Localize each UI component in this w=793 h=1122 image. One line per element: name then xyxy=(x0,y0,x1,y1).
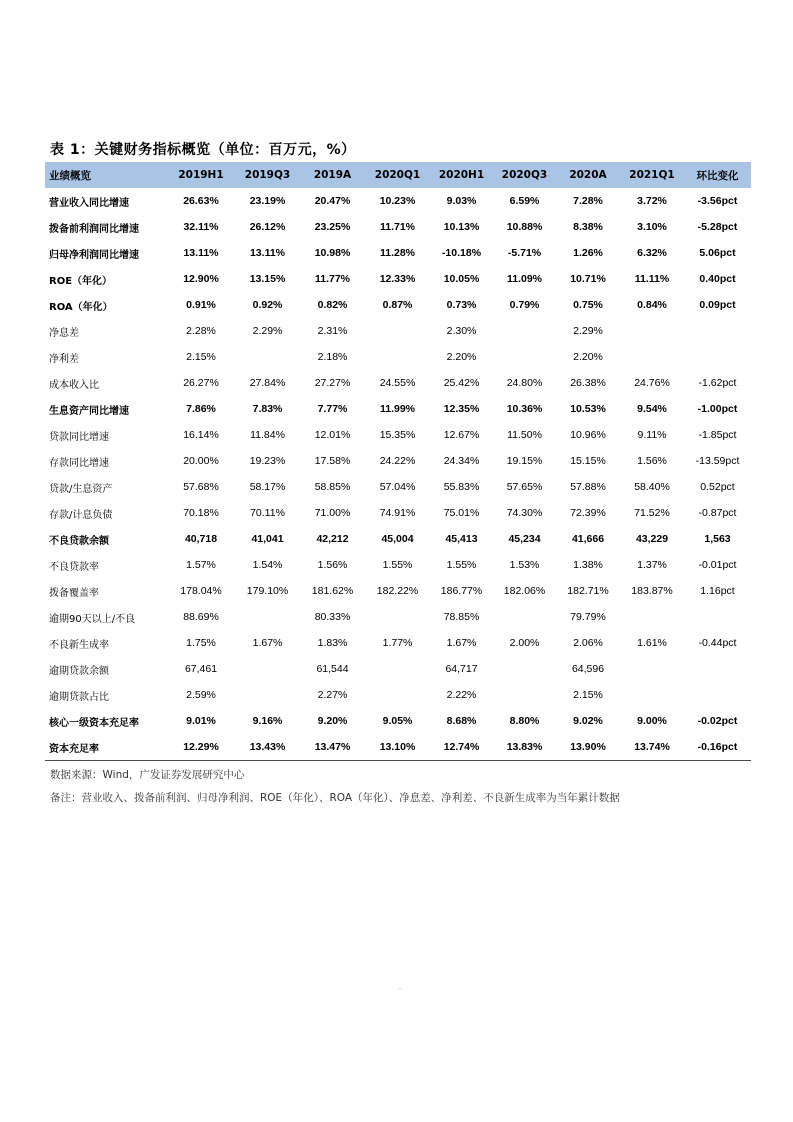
table-cell: -10.18% xyxy=(441,247,482,259)
table-cell: 26.12% xyxy=(249,221,286,233)
table-cell: 1,563 xyxy=(704,533,731,545)
table-cell: 12.90% xyxy=(183,273,219,285)
row-label: 贷款同比增速 xyxy=(49,431,109,443)
table-row xyxy=(45,422,751,448)
row-label: 拨备前利润同比增速 xyxy=(49,223,139,235)
table-cell: 1.61% xyxy=(637,637,667,649)
table-cell: 41,041 xyxy=(251,533,284,545)
table-cell: 11.71% xyxy=(379,221,416,233)
table-cell: 25.42% xyxy=(443,377,480,389)
table-cell: 72.39% xyxy=(570,507,606,519)
table-cell: 2.06% xyxy=(573,637,603,649)
row-label: 不良新生成率 xyxy=(49,639,109,651)
table-cell xyxy=(493,344,556,370)
table-cell: 6.59% xyxy=(509,195,540,207)
table-cell: 9.16% xyxy=(252,715,283,727)
table-cell: 19.15% xyxy=(506,455,543,467)
table-cell: 2.27% xyxy=(317,689,348,701)
table-cell: 6.32% xyxy=(637,247,667,259)
table-cell: 11.50% xyxy=(507,429,542,441)
row-label: 拨备覆盖率 xyxy=(49,587,99,599)
table-cell: -5.71% xyxy=(507,247,542,259)
row-label: 存款同比增速 xyxy=(49,457,109,469)
table-cell xyxy=(493,604,556,630)
table-cell: 9.11% xyxy=(637,429,667,441)
table-cell: 1.38% xyxy=(573,559,603,571)
header-cell: 2020Q1 xyxy=(365,162,430,188)
table-row xyxy=(45,318,751,344)
table-cell: 1.55% xyxy=(382,559,413,571)
row-label: 营业收入同比增速 xyxy=(49,197,129,209)
table-cell: 2.15% xyxy=(573,689,603,701)
table-row xyxy=(45,500,751,526)
table-cell: 57.65% xyxy=(506,481,543,493)
table-cell: -0.44pct xyxy=(698,637,737,649)
row-label: ROA（年化） xyxy=(49,301,113,313)
table-cell: 0.73% xyxy=(446,299,477,311)
table-cell: -0.01pct xyxy=(698,559,737,571)
table-cell: 2.28% xyxy=(186,325,216,337)
table-cell: 15.35% xyxy=(379,429,416,441)
table-cell: 12.33% xyxy=(379,273,416,285)
table-cell xyxy=(493,318,556,344)
table-cell xyxy=(493,682,556,708)
table-cell: 64,596 xyxy=(571,663,605,675)
table-cell: 9.03% xyxy=(446,195,477,207)
table-cell: 12.35% xyxy=(443,403,480,415)
table-cell: 10.13% xyxy=(443,221,480,233)
table-cell: 70.11% xyxy=(250,507,285,519)
table-row xyxy=(45,214,751,240)
table-cell xyxy=(684,344,751,370)
table-cell: 74.91% xyxy=(379,507,416,519)
table-cell: 1.55% xyxy=(446,559,477,571)
page-mark xyxy=(398,988,402,989)
table-cell: 75.01% xyxy=(443,507,480,519)
table-cell: 41,666 xyxy=(571,533,605,545)
table-cell: 80.33% xyxy=(314,611,351,623)
table-row xyxy=(45,266,751,292)
row-label: ROE（年化） xyxy=(49,275,113,287)
table-cell: 10.98% xyxy=(314,247,351,259)
table-cell: -1.62pct xyxy=(698,377,737,389)
table-cell: 186.77% xyxy=(440,585,483,597)
table-row xyxy=(45,734,751,761)
table-cell: 15.15% xyxy=(570,455,606,467)
table-cell: 8.80% xyxy=(509,715,540,727)
table-cell: 71.52% xyxy=(634,507,670,519)
row-label: 净利差 xyxy=(49,353,79,365)
table-cell: 11.11% xyxy=(634,273,670,285)
table-cell: 183.87% xyxy=(631,585,673,597)
header-cell: 环比变化 xyxy=(684,162,751,188)
row-label: 不良贷款余额 xyxy=(49,535,109,547)
table-cell: 9.00% xyxy=(637,715,667,727)
table-cell: 43,229 xyxy=(635,533,669,545)
table-cell: 26.63% xyxy=(183,195,219,207)
table-cell: 64,717 xyxy=(445,663,478,675)
table-cell: 181.62% xyxy=(311,585,354,597)
table-cell: 13.83% xyxy=(493,734,556,761)
table-cell: 1.16pct xyxy=(700,585,735,597)
table-cell: 8.38% xyxy=(573,221,603,233)
table-cell: 2.30% xyxy=(446,325,477,337)
table-cell: 45,004 xyxy=(381,533,414,545)
table-cell: -3.56pct xyxy=(697,195,738,207)
table-cell: 11.77% xyxy=(314,273,351,285)
row-label: 净息差 xyxy=(49,327,79,339)
header-cell: 2020A xyxy=(556,162,620,188)
table-cell: 23.19% xyxy=(249,195,286,207)
table-row xyxy=(45,188,751,214)
data-source-note: 数据来源：Wind，广发证券发展研究中心 xyxy=(50,769,245,781)
table-row xyxy=(45,396,751,422)
table-cell: 40,718 xyxy=(184,533,218,545)
financial-indicators-table xyxy=(45,162,751,761)
table-cell: 13.15% xyxy=(249,273,286,285)
table-row xyxy=(45,578,751,604)
table-cell xyxy=(365,604,430,630)
row-label: 成本收入比 xyxy=(49,379,99,391)
table-cell: 182.71% xyxy=(567,585,609,597)
table-cell: 1.53% xyxy=(509,559,540,571)
table-cell xyxy=(365,344,430,370)
table-row xyxy=(45,708,751,734)
row-label: 生息资产同比增速 xyxy=(49,405,129,417)
table-cell: 45,234 xyxy=(508,533,541,545)
table-cell xyxy=(235,656,300,682)
table-cell: 7.86% xyxy=(186,403,216,415)
table-cell: 1.77% xyxy=(382,637,413,649)
table-cell: 67,461 xyxy=(184,663,218,675)
table-cell: 20.00% xyxy=(183,455,219,467)
table-cell: 7.28% xyxy=(573,195,603,207)
table-cell: 2.20% xyxy=(573,351,603,363)
table-row xyxy=(45,526,751,552)
table-cell: 0.52pct xyxy=(700,481,735,493)
table-cell: 10.88% xyxy=(506,221,543,233)
table-cell: 1.56% xyxy=(317,559,348,571)
table-cell: 0.75% xyxy=(573,299,603,311)
table-row xyxy=(45,344,751,370)
table-cell: 0.79% xyxy=(509,299,540,311)
table-cell: 182.22% xyxy=(376,585,419,597)
table-row xyxy=(45,240,751,266)
table-cell: 9.20% xyxy=(317,715,348,727)
table-cell: 70.18% xyxy=(183,507,219,519)
table-cell: 12.29% xyxy=(167,734,235,761)
table-cell: 27.84% xyxy=(249,377,286,389)
table-cell: 10.53% xyxy=(570,403,606,415)
table-cell: -0.87pct xyxy=(698,507,737,519)
table-cell: 2.59% xyxy=(186,689,216,701)
table-cell: 24.76% xyxy=(634,377,670,389)
table-cell: 2.00% xyxy=(509,637,540,649)
table-cell: 179.10% xyxy=(246,585,289,597)
table-cell xyxy=(493,656,556,682)
table-cell: 10.05% xyxy=(443,273,480,285)
table-cell: 12.67% xyxy=(443,429,480,441)
table-cell: 12.01% xyxy=(314,429,351,441)
table-cell: 24.55% xyxy=(379,377,416,389)
table-cell: 13.47% xyxy=(300,734,365,761)
table-cell xyxy=(620,318,684,344)
table-cell: 57.68% xyxy=(183,481,219,493)
table-header-row xyxy=(45,162,751,188)
table-cell: 61,544 xyxy=(316,663,349,675)
table-cell xyxy=(620,656,684,682)
table-cell: 24.34% xyxy=(443,455,480,467)
table-cell: 57.04% xyxy=(379,481,416,493)
table-cell: 2.29% xyxy=(252,325,283,337)
table-cell: 7.83% xyxy=(252,403,283,415)
row-label: 逾期贷款占比 xyxy=(49,691,109,703)
table-cell xyxy=(235,604,300,630)
header-cell: 业绩概览 xyxy=(45,162,167,188)
table-cell: 13.11% xyxy=(183,247,219,259)
row-label: 归母净利润同比增速 xyxy=(49,249,139,261)
row-label: 资本充足率 xyxy=(45,734,167,761)
table-cell: 9.54% xyxy=(637,403,667,415)
table-cell: -0.02pct xyxy=(697,715,738,727)
table-cell: -0.16pct xyxy=(684,734,751,761)
table-cell: 0.82% xyxy=(317,299,348,311)
row-label: 核心一级资本充足率 xyxy=(49,717,139,729)
table-cell: 11.99% xyxy=(379,403,416,415)
table-row xyxy=(45,604,751,630)
table-cell: 0.92% xyxy=(252,299,283,311)
table-cell: 2.15% xyxy=(186,351,216,363)
table-cell: -13.59pct xyxy=(695,455,740,467)
row-label: 存款/计息负债 xyxy=(49,509,113,521)
table-cell: 1.57% xyxy=(186,559,216,571)
table-cell xyxy=(620,682,684,708)
table-cell: 9.01% xyxy=(186,715,216,727)
table-cell: 12.74% xyxy=(430,734,493,761)
table-row xyxy=(45,474,751,500)
table-cell: 19.23% xyxy=(249,455,286,467)
table-cell xyxy=(620,344,684,370)
row-label: 逾期贷款余额 xyxy=(49,665,109,677)
table-cell: 58.40% xyxy=(634,481,670,493)
table-cell: 2.18% xyxy=(317,351,348,363)
table-cell xyxy=(365,656,430,682)
table-cell: 10.36% xyxy=(506,403,543,415)
table-cell xyxy=(684,656,751,682)
table-cell: 182.06% xyxy=(503,585,546,597)
table-title: 表 1：关键财务指标概览（单位：百万元，%） xyxy=(50,142,356,158)
table-row xyxy=(45,630,751,656)
table-cell xyxy=(365,318,430,344)
table-cell: -5.28pct xyxy=(697,221,738,233)
table-cell: 1.56% xyxy=(637,455,667,467)
table-cell: 0.40pct xyxy=(699,273,736,285)
table-cell: 3.10% xyxy=(637,221,667,233)
table-cell: 26.27% xyxy=(183,377,219,389)
table-cell: 9.05% xyxy=(382,715,413,727)
header-cell: 2020Q3 xyxy=(493,162,556,188)
table-cell: 2.31% xyxy=(317,325,348,337)
row-label: 贷款/生息资产 xyxy=(49,483,113,495)
table-cell: 2.22% xyxy=(446,689,477,701)
table-cell: 13.74% xyxy=(620,734,684,761)
table-row xyxy=(45,292,751,318)
table-cell: 78.85% xyxy=(443,611,480,623)
table-body xyxy=(45,188,751,761)
table-cell: 42,212 xyxy=(316,533,349,545)
table-cell xyxy=(620,604,684,630)
header-cell: 2019H1 xyxy=(167,162,235,188)
table-cell: 0.87% xyxy=(382,299,413,311)
table-cell: 1.83% xyxy=(317,637,348,649)
table-cell: 11.09% xyxy=(506,273,543,285)
table-cell: 71.00% xyxy=(314,507,351,519)
table-cell: 13.43% xyxy=(235,734,300,761)
table-cell: 13.10% xyxy=(365,734,430,761)
table-cell: 2.29% xyxy=(573,325,603,337)
table-cell: 8.68% xyxy=(446,715,477,727)
table-cell: 13.11% xyxy=(249,247,286,259)
header-cell: 2020H1 xyxy=(430,162,493,188)
table-cell xyxy=(684,682,751,708)
header-cell: 2019A xyxy=(300,162,365,188)
table-cell: 0.91% xyxy=(186,299,216,311)
table-cell: 2.20% xyxy=(446,351,477,363)
table-cell: 3.72% xyxy=(637,195,667,207)
table-row xyxy=(45,656,751,682)
table-cell: 16.14% xyxy=(183,429,219,441)
table-cell: 11.84% xyxy=(250,429,285,441)
table-cell: -1.00pct xyxy=(697,403,738,415)
table-cell: 45,413 xyxy=(445,533,478,545)
table-row xyxy=(45,682,751,708)
table-cell: 1.67% xyxy=(252,637,283,649)
header-cell: 2019Q3 xyxy=(235,162,300,188)
table-cell: 0.84% xyxy=(637,299,667,311)
table-cell: 1.54% xyxy=(252,559,283,571)
table-cell: 5.06pct xyxy=(699,247,736,259)
table-row xyxy=(45,448,751,474)
table-cell: 178.04% xyxy=(180,585,222,597)
table-cell: 7.77% xyxy=(317,403,348,415)
table-row xyxy=(45,552,751,578)
table-cell: 32.11% xyxy=(183,221,219,233)
row-label: 逾期90天以上/不良 xyxy=(49,613,136,625)
table-cell: 13.90% xyxy=(556,734,620,761)
table-cell: 10.96% xyxy=(570,429,606,441)
table-cell: 24.22% xyxy=(379,455,416,467)
table-cell: 55.83% xyxy=(443,481,480,493)
table-cell: 23.25% xyxy=(314,221,351,233)
table-cell: 88.69% xyxy=(183,611,219,623)
table-cell: 0.09pct xyxy=(699,299,736,311)
table-cell xyxy=(684,604,751,630)
table-cell: 10.23% xyxy=(379,195,416,207)
table-cell: 74.30% xyxy=(506,507,543,519)
table-cell: 1.26% xyxy=(573,247,603,259)
table-cell xyxy=(365,682,430,708)
table-cell xyxy=(684,318,751,344)
table-cell: 1.67% xyxy=(446,637,477,649)
table-cell: 79.79% xyxy=(570,611,606,623)
table-cell: 20.47% xyxy=(314,195,351,207)
table-cell: 58.85% xyxy=(314,481,351,493)
table-cell: 17.58% xyxy=(314,455,351,467)
table-cell xyxy=(235,344,300,370)
table-cell: 58.17% xyxy=(249,481,286,493)
table-cell: -1.85pct xyxy=(698,429,737,441)
table-cell: 9.02% xyxy=(573,715,603,727)
table-cell: 11.28% xyxy=(379,247,416,259)
header-cell: 2021Q1 xyxy=(620,162,684,188)
table-row xyxy=(45,370,751,396)
table-cell: 10.71% xyxy=(570,273,606,285)
table-cell: 1.75% xyxy=(186,637,216,649)
table-cell: 26.38% xyxy=(570,377,606,389)
table-cell: 57.88% xyxy=(570,481,606,493)
remark-note: 备注：营业收入、拨备前利润、归母净利润、ROE（年化）、ROA（年化）、净息差、净利差、不良新生成率为当年累计数据 xyxy=(50,792,620,804)
row-label: 不良贷款率 xyxy=(49,561,99,573)
table-cell xyxy=(235,682,300,708)
table-cell: 27.27% xyxy=(314,377,351,389)
table-cell: 1.37% xyxy=(637,559,667,571)
table-cell: 24.80% xyxy=(506,377,543,389)
